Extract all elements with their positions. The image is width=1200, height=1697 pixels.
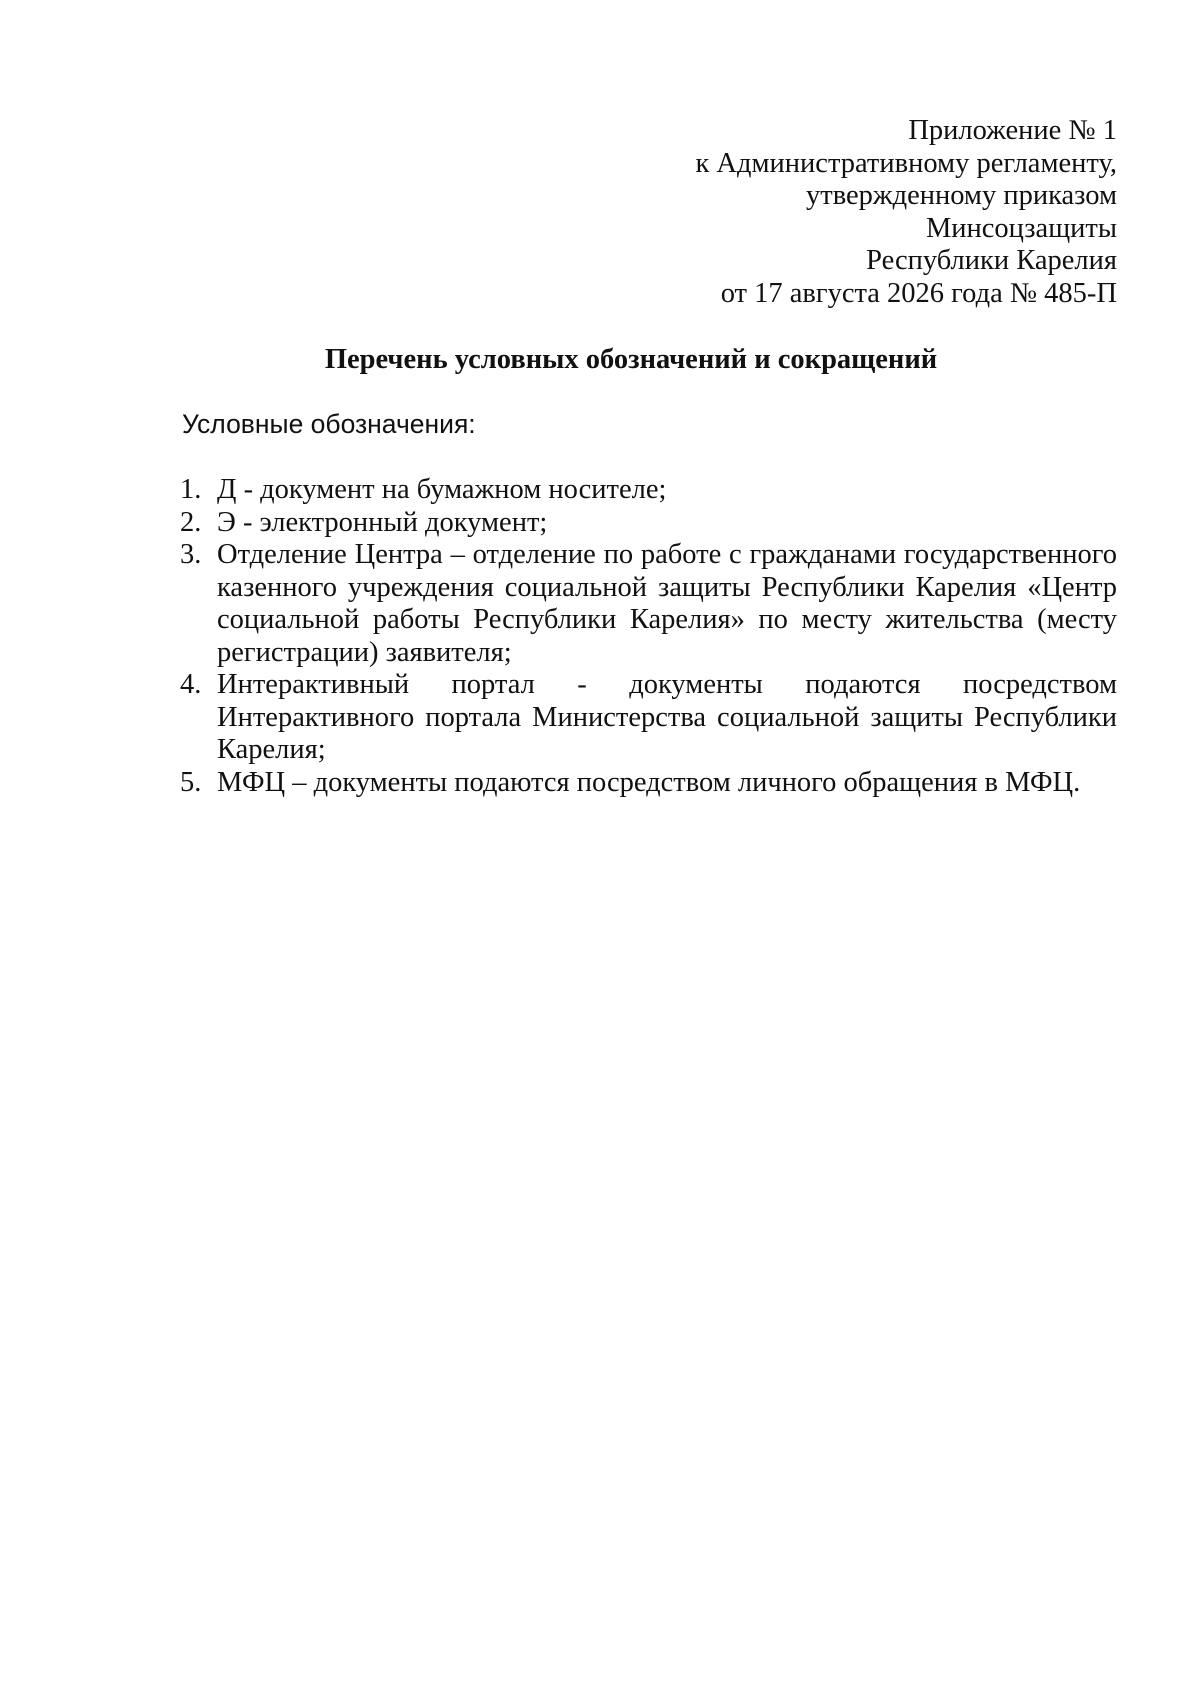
list-item-text: Интерактивный портал - документы подаются посредством	[217, 669, 1117, 700]
appendix-line: Приложение № 1	[908, 115, 1117, 146]
list-item-number: 5.	[180, 766, 202, 798]
appendix-line: утвержденному приказом	[805, 180, 1117, 211]
list-item-text: Отделение Центра – отделение по работе с гражданами государственного	[217, 539, 1117, 570]
list-item	[180, 474, 1117, 507]
appendix-line: к Административному регламенту,	[695, 147, 1117, 179]
list-item	[180, 669, 1117, 767]
appendix-line: от 17 августа 2026 года № 485-П	[720, 277, 1117, 309]
list-item	[180, 507, 1117, 540]
legend-caption: Условные обозначения:	[182, 409, 476, 439]
appendix-header	[417, 115, 1117, 310]
list-item-text: Д - документ на бумажном носителе;	[217, 474, 667, 505]
appendix-line: Республики Карелия	[866, 245, 1117, 276]
list-item-number: 4.	[180, 669, 202, 700]
list-item-number: 1.	[180, 474, 202, 505]
list-item-number: 2.	[180, 506, 202, 538]
list-item-text: казенного учреждения социальной защиты Республики Карелия «Центр	[217, 571, 1117, 603]
list-item	[180, 539, 1117, 669]
list-item-text: Карелия;	[217, 734, 326, 765]
list-item-text: социальной работы Республики Карелия» по месту жительства (месту	[217, 604, 1117, 635]
document-title: Перечень условных обозначений и сокращений	[324, 344, 938, 375]
list-item-text: МФЦ – документы подаются посредством личного обращения в МФЦ.	[217, 766, 1081, 798]
list-item-text: Э - электронный документ;	[217, 506, 548, 538]
list-item	[180, 767, 1117, 800]
list-item-number: 3.	[180, 539, 202, 570]
list-item-text: регистрации) заявителя;	[217, 636, 512, 668]
appendix-line: Минсоцзащиты	[925, 212, 1117, 244]
list-item-text: Интерактивного портала Министерства социальной защиты Республики	[217, 701, 1117, 733]
abbreviations-list	[180, 474, 1117, 799]
